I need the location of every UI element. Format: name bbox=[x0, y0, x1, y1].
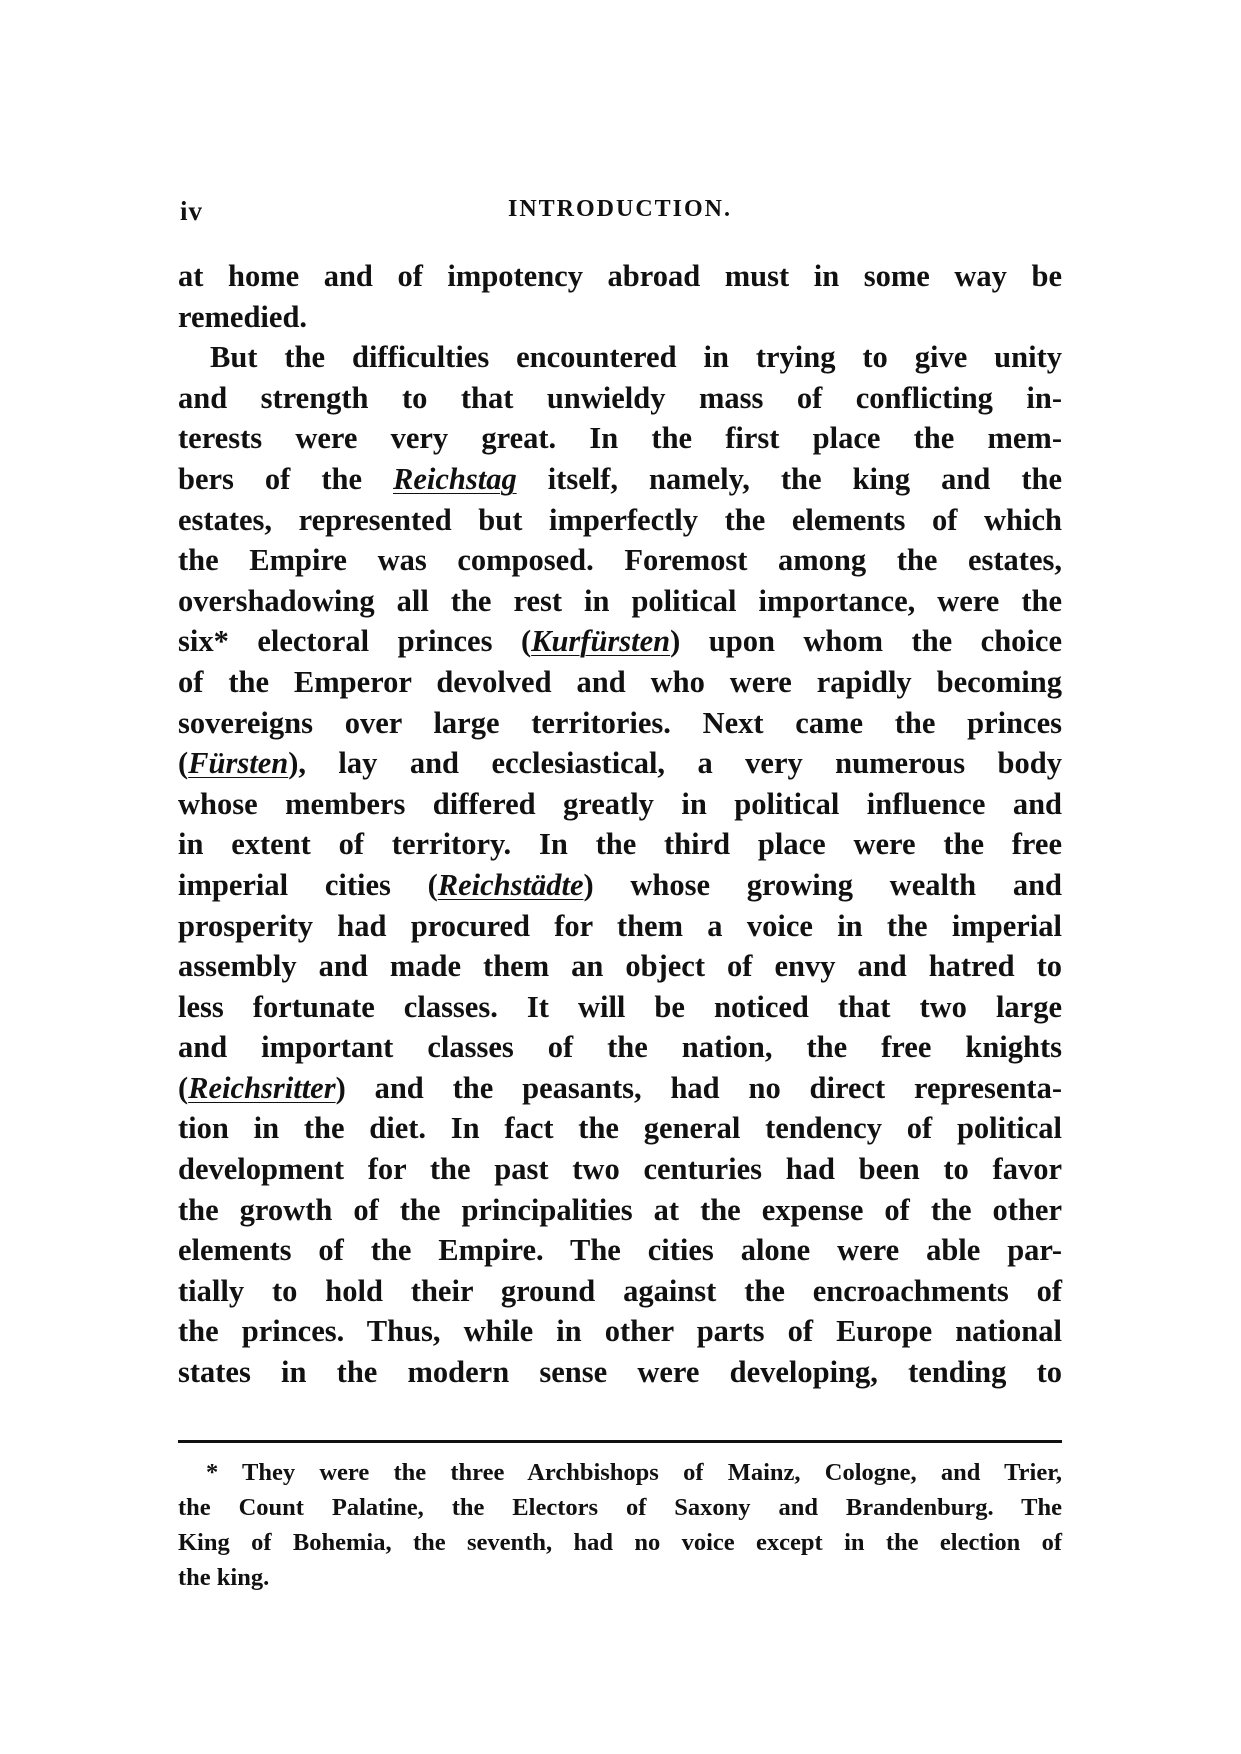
italic-term: Reichstag bbox=[393, 461, 517, 496]
text-line: tion in the diet. In fact the general tendency of political bbox=[178, 1111, 1062, 1146]
text-segment: six* electoral princes ( bbox=[178, 624, 532, 659]
text-line: sovereigns over large territories. Next came the princes bbox=[178, 705, 1062, 740]
footnote-line: King of Bohemia, the seventh, had no voice except in the election of bbox=[178, 1529, 1062, 1556]
text-line: the princes. Thus, while in other parts of Europe national bbox=[178, 1314, 1062, 1349]
text-line bbox=[178, 459, 1062, 500]
footnote-line: the Count Palatine, the Electors of Saxony and Brandenburg. The bbox=[178, 1494, 1062, 1521]
text-line: the Empire was composed. Foremost among the estates, bbox=[178, 543, 1062, 578]
text-segment: ) upon whom the choice bbox=[670, 624, 1062, 659]
text-segment: imperial cities ( bbox=[178, 867, 438, 902]
footnote-rule bbox=[178, 1440, 1062, 1443]
text-line bbox=[178, 865, 1062, 906]
text-line: less fortunate classes. It will be noticed that two large bbox=[178, 989, 1062, 1024]
footnote-line: the king. bbox=[178, 1564, 270, 1591]
text-line: tially to hold their ground against the encroachments of bbox=[178, 1273, 1062, 1308]
text-line: at home and of impotency abroad must in some way be bbox=[178, 259, 1062, 293]
text-segment: ( bbox=[178, 746, 189, 781]
text-line: prosperity had procured for them a voice in the imperial bbox=[178, 908, 1062, 943]
text-line bbox=[178, 1068, 1062, 1109]
text-line: estates, represented but imperfectly the elements of which bbox=[178, 502, 1062, 537]
text-line: elements of the Empire. The cities alone were able par- bbox=[178, 1233, 1062, 1268]
italic-term: Reichsritter bbox=[188, 1070, 336, 1105]
text-line bbox=[178, 621, 1062, 662]
text-line: the growth of the principalities at the expense of the other bbox=[178, 1192, 1062, 1227]
text-line: whose members differed greatly in political influence and bbox=[178, 786, 1062, 821]
text-segment: itself, namely, the king and the bbox=[516, 461, 1062, 496]
text-line: assembly and made them an object of envy and hatred to bbox=[178, 949, 1062, 984]
text-segment: bers of the bbox=[178, 461, 393, 496]
italic-term: Reichstädte bbox=[437, 867, 584, 902]
text-segment: ( bbox=[178, 1070, 189, 1105]
text-line: and important classes of the nation, the free knights bbox=[178, 1030, 1062, 1065]
italic-term: Fürsten bbox=[188, 746, 289, 781]
running-title: INTRODUCTION. bbox=[507, 196, 733, 222]
text-line bbox=[178, 743, 1062, 784]
text-line: in extent of territory. In the third place were the free bbox=[178, 827, 1062, 862]
body-text bbox=[178, 256, 1062, 1393]
text-line: terests were very great. In the first place the mem- bbox=[178, 421, 1062, 456]
text-line: remedied. bbox=[178, 299, 308, 334]
text-segment: ) and the peasants, had no direct representa- bbox=[335, 1070, 1062, 1105]
text-segment: ) whose growing wealth and bbox=[583, 867, 1062, 902]
text-line: and strength to that unwieldy mass of conflicting in- bbox=[178, 380, 1062, 415]
italic-term: Kurfürsten bbox=[531, 624, 671, 659]
text-line: But the difficulties encountered in trying to give unity bbox=[210, 340, 1062, 375]
footnote-line: * They were the three Archbishops of Mainz, Cologne, and Trier, bbox=[206, 1459, 1062, 1486]
text-segment: ), lay and ecclesiastical, a very numerous body bbox=[288, 746, 1062, 781]
page-number: iv bbox=[180, 196, 204, 226]
running-head bbox=[180, 196, 1060, 230]
footnote bbox=[178, 1455, 1062, 1595]
text-line: states in the modern sense were developing, tending to bbox=[178, 1355, 1062, 1390]
text-line: of the Emperor devolved and who were rapidly becoming bbox=[178, 664, 1062, 699]
text-line: development for the past two centuries had been to favor bbox=[178, 1152, 1062, 1187]
text-line: overshadowing all the rest in political importance, were the bbox=[178, 583, 1062, 618]
